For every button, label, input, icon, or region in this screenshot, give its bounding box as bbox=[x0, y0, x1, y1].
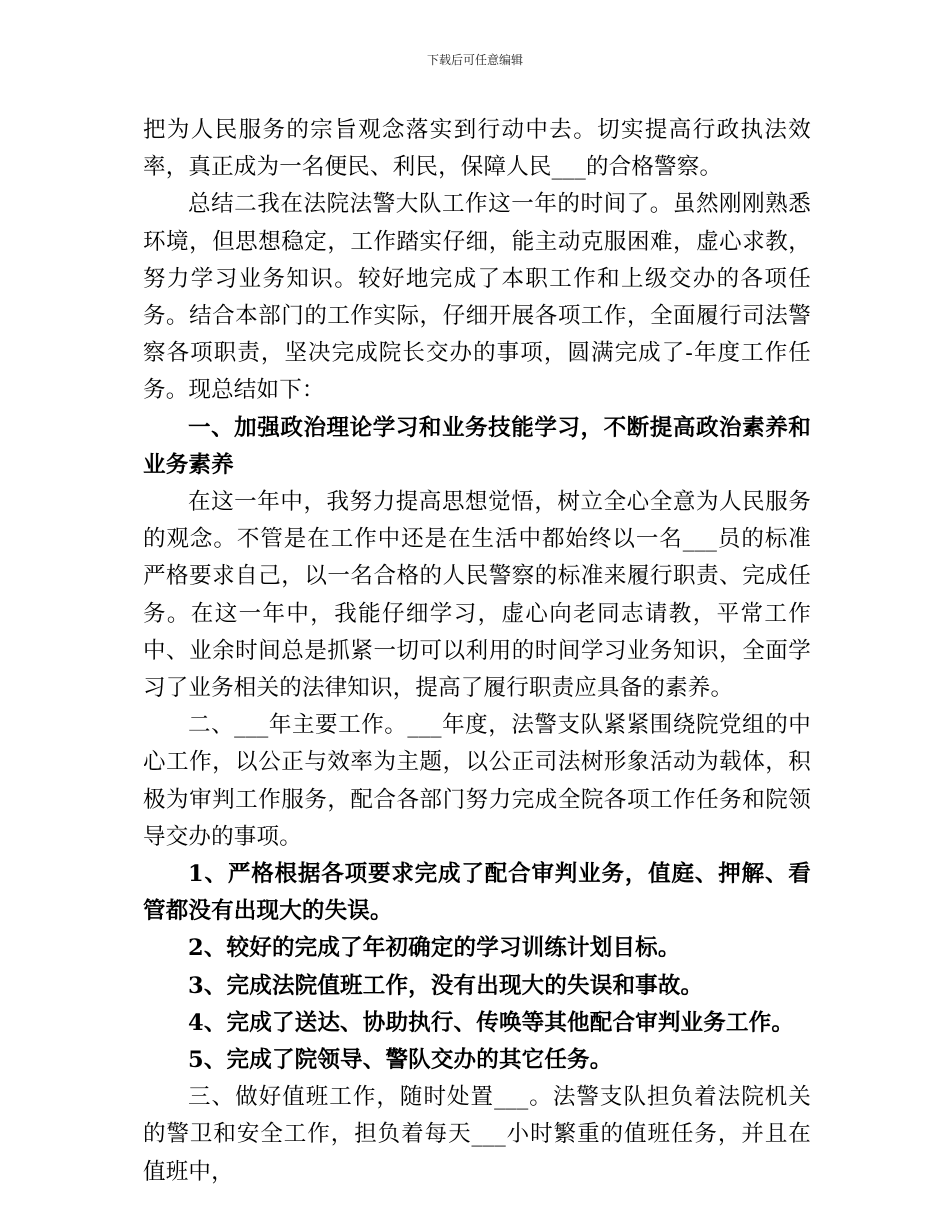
document-body bbox=[143, 112, 811, 1191]
paragraph-2: 总结二我在法院法警大队工作这一年的时间了。虽然刚刚熟悉环境，但思想稳定，工作踏实仔细，能主动克服困难，虚心求教，努力学习业务知识。较好地完成了本职工作和上级交办的各项任务。结合本部门的工作实际，仔细开展各项工作，全面履行司法警察各项职责，坚决完成院长交办的事项，圆满完成了-年度工作任务。现总结如下： bbox=[143, 191, 811, 404]
list-item-2: 2、较好的完成了年初确定的学习训练计划目标。 bbox=[188, 935, 681, 962]
list-item-4: 4、完成了送达、协助执行、传唤等其他配合审判业务工作。 bbox=[188, 1009, 795, 1036]
list-item-5: 5、完成了院领导、警队交办的其它任务。 bbox=[188, 1047, 613, 1074]
header-note: 下载后可任意编辑 bbox=[426, 53, 523, 67]
list-item-3: 3、完成法院值班工作，没有出现大的失误和事故。 bbox=[188, 972, 704, 999]
list-item-1: 1、严格根据各项要求完成了配合审判业务，值庭、押解、看管都没有出现大的失误。 bbox=[143, 861, 811, 925]
paragraph-1: 把为人民服务的宗旨观念落实到行动中去。切实提高行政执法效率，真正成为一名便民、利民，保障人民___的合格警察。 bbox=[143, 117, 811, 181]
paragraph-3: 在这一年中，我努力提高思想觉悟，树立全心全意为人民服务的观念。不管是在工作中还是在生活中都始终以一名___员的标准严格要求自己，以一名合格的人民警察的标准来履行职责、完成任务。在这一年中，我能仔细学习，虚心向老同志请教，平常工作中、业余时间总是抓紧一切可以利用的时间学习业务知识，全面学习了业务相关的法律知识，提高了履行职责应具备的素养。 bbox=[143, 489, 811, 702]
section-heading-1: 一、加强政治理论学习和业务技能学习，不断提高政治素养和业务素养 bbox=[143, 414, 811, 478]
section-heading-2-paragraph: 二、___年主要工作。___年度，法警支队紧紧围绕院党组的中心工作，以公正与效率为主题，以公正司法树形象活动为载体，积极为审判工作服务，配合各部门努力完成全院各项工作任务和院领导交办的事项。 bbox=[143, 712, 811, 850]
section-heading-3-paragraph: 三、做好值班工作，随时处置___。法警支队担负着法院机关的警卫和安全工作，担负着每天___小时繁重的值班任务，并且在值班中， bbox=[143, 1084, 811, 1185]
